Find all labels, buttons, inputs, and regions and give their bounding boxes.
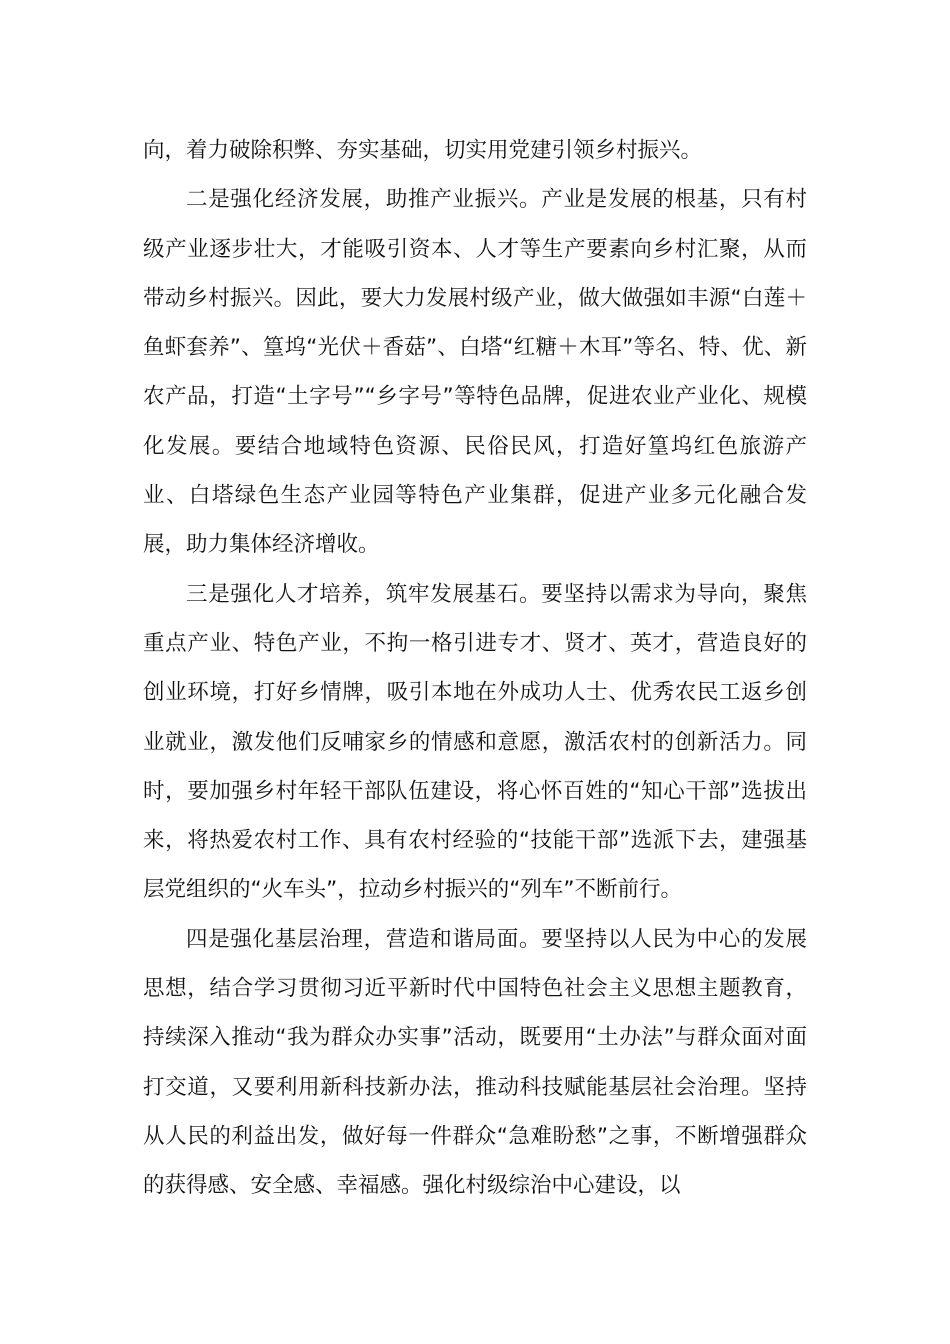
paragraph-economic-development: 二是强化经济发展，助推产业振兴。产业是发展的根基，只有村级产业逐步壮大，才能吸引资本、人才等生产要素向乡村汇聚，从而带动乡村振兴。因此，要大力发展村级产业，做大做强如丰源“白莲＋鱼虾套养”、篁坞“光伏＋香菇”、白塔“红糖＋木耳”等名、特、优、新农产品，打造“土字号”“乡字号”等特色品牌，促进农业产业化、规模化发展。要结合地域特色资源、民俗民风，打造好篁坞红色旅游产业、白塔绿色生态产业园等特色产业集群，促进产业多元化融合发展，助力集体经济增收。 — [143, 187, 807, 558]
paragraph-grassroots-governance: 四是强化基层治理，营造和谐局面。要坚持以人民为中心的发展思想，结合学习贯彻习近平新时代中国特色社会主义思想主题教育，持续深入推动“我为群众办实事”活动，既要用“土办法”与群众面对面打交道，又要利用新科技新办法，推动科技赋能基层社会治理。坚持从人民的利益出发，做好每一件群众“急难盼愁”之事，不断增强群众的获得感、安全感、幸福感。强化村级综治中心建设，以 — [143, 926, 807, 1199]
document-body — [143, 126, 807, 1211]
paragraph-continuation: 向，着力破除积弊、夯实基础，切实用党建引领乡村振兴。 — [143, 138, 703, 163]
paragraph-talent-cultivation: 三是强化人才培养，筑牢发展基石。要坚持以需求为导向，聚焦重点产业、特色产业，不拘一格引进专才、贤才、英才，营造良好的创业环境，打好乡情牌，吸引本地在外成功人士、优秀农民工返乡创业就业，激发他们反哺家乡的情感和意愿，激活农村的创新活力。同时，要加强乡村年轻干部队伍建设，将心怀百姓的“知心干部”选拔出来，将热爱农村工作、具有农村经验的“技能干部”选派下去，建强基层党组织的“火车头”，拉动乡村振兴的“列车”不断前行。 — [143, 581, 807, 903]
